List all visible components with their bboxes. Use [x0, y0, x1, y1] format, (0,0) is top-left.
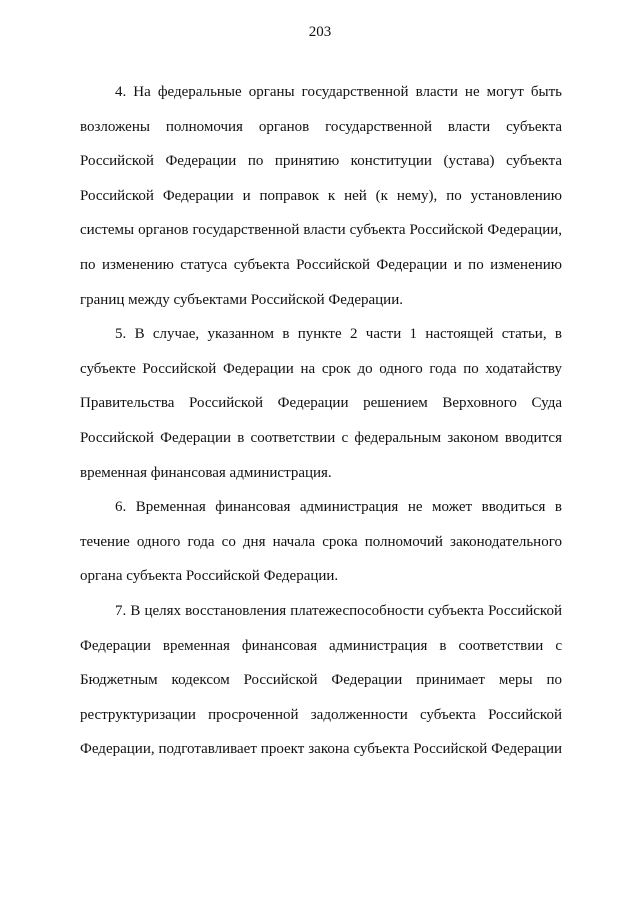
text-line: Правительства Российской Федерации решением Верховного Суда [80, 395, 562, 412]
text-line: органа субъекта Российской Федерации. [80, 568, 339, 585]
text-line: системы органов государственной власти субъекта Российской Федерации, [80, 222, 562, 239]
text-line: 6. Временная финансовая администрация не может вводиться в [115, 499, 562, 516]
text-line: Российской Федерации и поправок к ней (к нему), по установлению [80, 187, 562, 204]
paragraph-4 [80, 75, 562, 317]
paragraph-5 [80, 317, 562, 490]
text-line: 4. На федеральные органы государственной власти не могут быть [115, 84, 562, 100]
text-line: Российской Федерации по принятию конституции (устава) субъекта [80, 153, 562, 170]
text-line: Российской Федерации в соответствии с федеральным законом вводится [80, 429, 562, 446]
text-line: течение одного года со дня начала срока полномочий законодательного [80, 533, 562, 550]
text-line: субъекте Российской Федерации на срок до одного года по ходатайству [80, 360, 562, 377]
text-line: 7. В целях восстановления платежеспособности субъекта Российской [115, 602, 562, 619]
text-line: Федерации, подготавливает проект закона субъекта Российской Федерации [80, 741, 562, 758]
document-body [80, 75, 562, 767]
text-line: по изменению статуса субъекта Российской Федерации и по изменению [80, 256, 562, 273]
text-line: границ между субъектами Российской Федерации. [80, 291, 403, 308]
text-line: временная финансовая администрация. [80, 464, 332, 481]
text-line: Бюджетным кодексом Российской Федерации принимает меры по [80, 672, 562, 689]
text-line: реструктуризации просроченной задолженности субъекта Российской [80, 706, 562, 723]
text-line: Федерации временная финансовая администрация в соответствии с [80, 637, 562, 654]
page-number: 203 [308, 24, 332, 40]
text-line: возложены полномочия органов государственной власти субъекта [80, 118, 562, 135]
paragraph-6 [80, 490, 562, 594]
paragraph-7 [80, 594, 562, 767]
text-line: 5. В случае, указанном в пункте 2 части 1 настоящей статьи, в [115, 326, 562, 343]
